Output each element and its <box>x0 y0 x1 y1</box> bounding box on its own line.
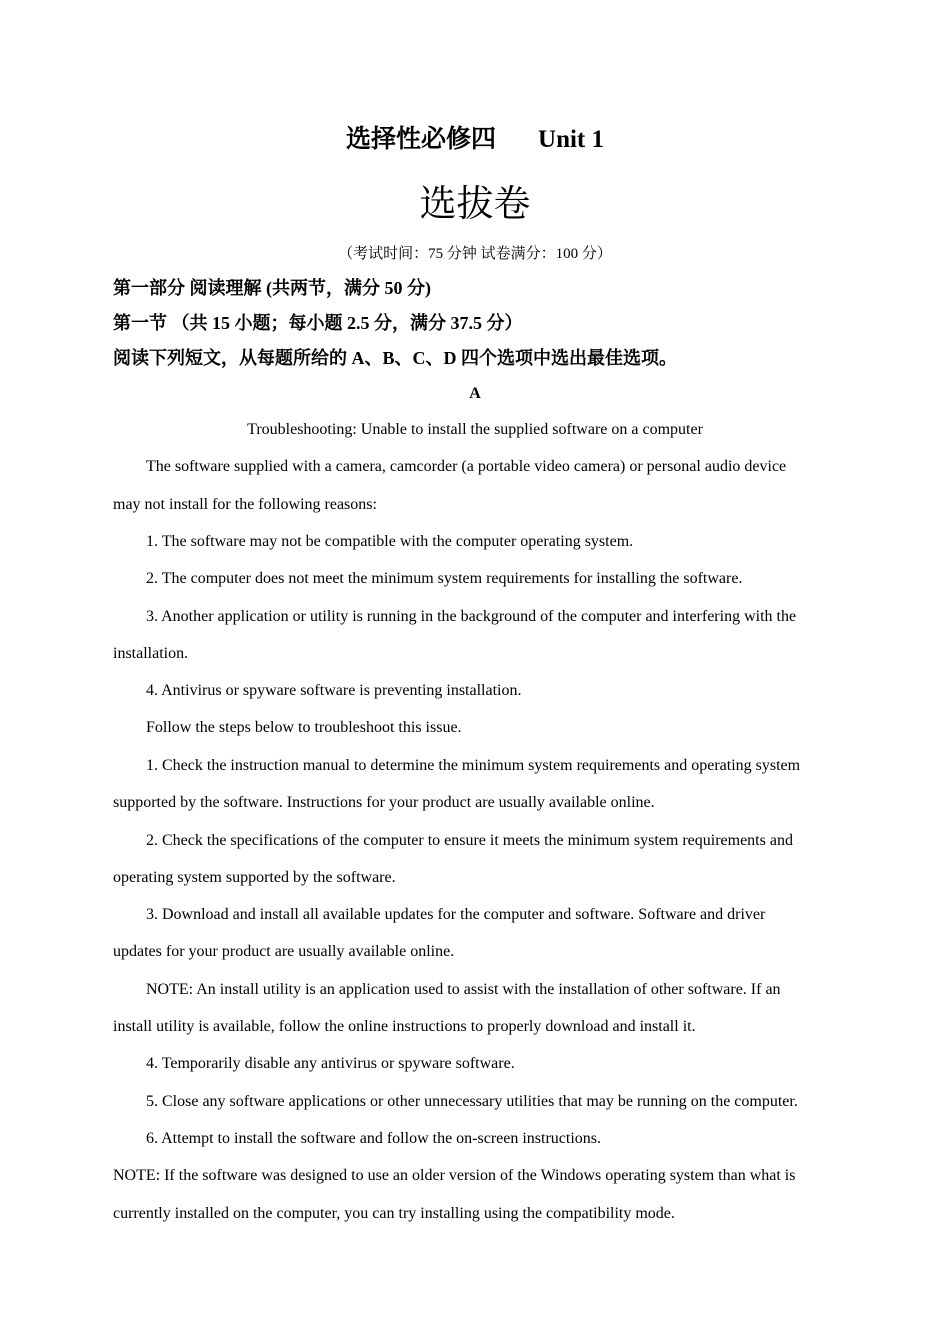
page-title <box>0 120 950 160</box>
passage-line: 2. Check the specifications of the computer to ensure it meets the minimum system requirements and <box>146 832 793 849</box>
passage-line: 1. The software may not be compatible with the computer operating system. <box>146 533 634 550</box>
passage-label: A <box>469 385 481 402</box>
passage-line: installation. <box>113 645 189 662</box>
passage-line: 3. Download and install all available updates for the computer and software. Software and driver <box>146 906 766 923</box>
course-name: 选择性必修四 <box>346 126 497 153</box>
passage-line: currently installed on the computer, you can try installing using the compatibility mode. <box>113 1205 675 1222</box>
section-heading: 第一节 （共 15 小题；每小题 2.5 分，满分 37.5 分） <box>113 313 523 333</box>
passage-line: The software supplied with a camera, camcorder (a portable video camera) or personal audio device <box>146 458 787 475</box>
exam-info: （考试时间：75 分钟 试卷满分：100 分） <box>338 246 612 262</box>
passage-line: 5. Close any software applications or other unnecessary utilities that may be running on the computer. <box>146 1093 798 1110</box>
passage-line: NOTE: If the software was designed to use an older version of the Windows operating system than what is <box>113 1167 796 1184</box>
passage-line: updates for your product are usually available online. <box>113 943 455 960</box>
unit-name: Unit 1 <box>538 126 604 153</box>
passage-line: install utility is available, follow the online instructions to properly download and install it. <box>113 1018 696 1035</box>
passage-line: 4. Antivirus or spyware software is preventing installation. <box>146 682 522 699</box>
passage-line: 3. Another application or utility is running in the background of the computer and interfering with the <box>146 608 797 625</box>
passage-line: operating system supported by the software. <box>113 869 396 886</box>
passage-line: 1. Check the instruction manual to determine the minimum system requirements and operating system <box>146 757 801 774</box>
passage-line: NOTE: An install utility is an application used to assist with the installation of other software. If an <box>146 981 781 998</box>
passage-line: Follow the steps below to troubleshoot this issue. <box>146 719 462 736</box>
passage-line: 2. The computer does not meet the minimum system requirements for installing the software. <box>146 570 743 587</box>
page-subtitle: 选拔卷 <box>419 182 531 225</box>
passage-line: may not install for the following reasons: <box>113 496 377 513</box>
passage-line: 4. Temporarily disable any antivirus or spyware software. <box>146 1055 515 1072</box>
part-heading: 第一部分 阅读理解 (共两节，满分 50 分) <box>113 278 431 298</box>
passage-line: 6. Attempt to install the software and follow the on-screen instructions. <box>146 1130 602 1147</box>
instruction: 阅读下列短文，从每题所给的 A、B、C、D 四个选项中选出最佳选项。 <box>113 348 677 368</box>
passage-title: Troubleshooting: Unable to install the supplied software on a computer <box>247 421 703 438</box>
passage-line: supported by the software. Instructions for your product are usually available online. <box>113 794 655 811</box>
